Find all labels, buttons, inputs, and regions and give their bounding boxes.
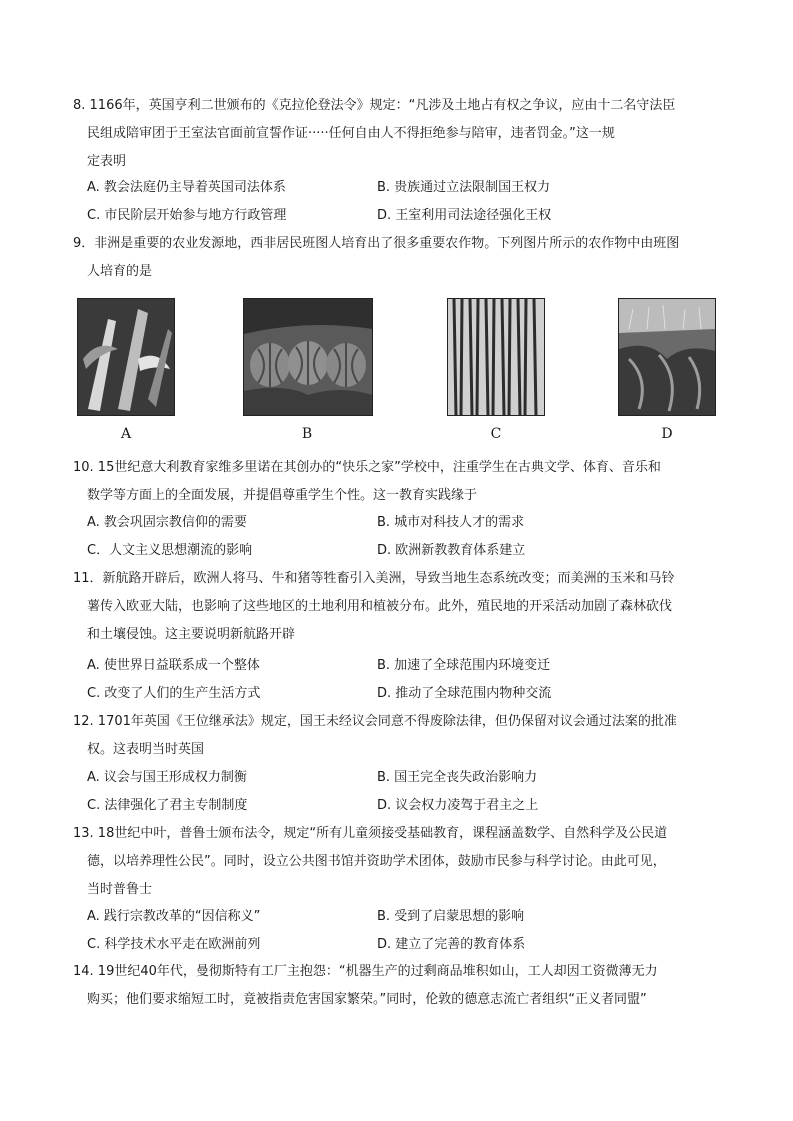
figure-d[interactable] [618,298,716,442]
question-9-line-2: 人培育的是 [87,264,153,279]
option-b[interactable]: B. 加速了全球范围内环境变迁 [377,658,551,673]
watermelon-image [243,298,373,416]
crop-images [75,298,725,448]
option-a[interactable]: A. 教会法庭仍主导着英国司法体系 [87,180,286,195]
grain-crop-image [618,298,716,416]
question-12-line-1: 12. 1701年英国《王位继承法》规定，国王未经议会同意不得废除法律，但仍保留对议会通过法案的批准 [73,714,677,729]
option-a[interactable]: A. 使世界日益联系成一个整体 [87,658,260,673]
question-10-line-1: 10. 15世纪意大利教育家维多里诺在其创办的“快乐之家”学校中，注重学生在古典文学、体育、音乐和 [73,460,661,475]
figure-b[interactable] [243,298,373,442]
question-8-options [87,174,727,230]
figure-a[interactable] [77,298,175,442]
question-11-line-3: 和土壤侵蚀。这主要说明新航路开辟 [87,627,296,642]
question-8 [73,92,723,176]
sugarcane-image [447,298,545,416]
question-12-line-2: 权。这表明当时英国 [87,742,205,757]
figure-b-label: B [301,426,313,442]
question-13-line-1: 13. 18世纪中叶，普鲁士颁布法令，规定“所有儿童须接受基础教育，课程涵盖数学、自然科学及公民道 [73,826,668,841]
option-c[interactable]: C. 市民阶层开始参与地方行政管理 [87,208,287,223]
question-14 [73,958,723,1014]
question-11-line-1: 11．新航路开辟后，欧洲人将马、牛和猪等牲畜引入美洲，导致当地生态系统改变；而美洲的玉米和马铃 [73,571,675,586]
option-b[interactable]: B. 受到了启蒙思想的影响 [377,909,525,924]
question-14-line-1: 14. 19世纪40年代，曼彻斯特有工厂主抱怨：“机器生产的过剩商品堆积如山，工人却因工资微薄无力 [73,964,658,979]
option-d[interactable]: D. 欧洲新教教育体系建立 [377,543,526,558]
question-9 [73,230,723,286]
question-10-line-2: 数学等方面上的全面发展，并提倡尊重学生个性。这一教育实践缘于 [87,488,478,503]
figure-c-label: C [490,426,502,442]
figure-d-label: D [661,426,673,442]
question-11 [73,565,723,649]
option-d[interactable]: D. 推动了全球范围内物种交流 [377,686,552,701]
question-13-line-2: 德，以培养理性公民”。同时，设立公共图书馆并资助学术团体，鼓励市民参与科学讨论。由此可见， [87,854,666,869]
option-b[interactable]: B. 城市对科技人才的需求 [377,515,525,530]
option-b[interactable]: B. 贵族通过立法限制国王权力 [377,180,551,195]
corn-image [77,298,175,416]
option-a[interactable]: A. 践行宗教改革的“因信称义” [87,909,261,924]
question-10-options [87,509,727,565]
question-14-line-2: 购买；他们要求缩短工时，竟被指责危害国家繁荣。”同时，伦敦的德意志流亡者组织“正义者同盟” [87,992,647,1007]
figure-a-label: A [120,426,132,442]
question-8-line-1: 8. 1166年，英国亨利二世颁布的《克拉伦登法令》规定：“凡涉及土地占有权之争议，应由十二名守法臣 [73,98,676,113]
option-a[interactable]: A. 议会与国王形成权力制衡 [87,770,247,785]
question-9-line-1: 9．非洲是重要的农业发源地，西非居民班图人培育出了很多重要农作物。下列图片所示的农作物中由班图 [73,236,680,251]
option-c[interactable]: C．人文主义思想潮流的影响 [87,543,253,558]
question-12 [73,708,723,764]
question-10 [73,454,723,510]
option-a[interactable]: A. 教会巩固宗教信仰的需要 [87,515,247,530]
option-c[interactable]: C. 科学技术水平走在欧洲前列 [87,937,261,952]
option-d[interactable]: D. 建立了完善的教育体系 [377,937,526,952]
question-12-options [87,764,727,820]
question-13-options [87,903,727,959]
option-c[interactable]: C. 法律强化了君主专制制度 [87,798,248,813]
question-13-line-3: 当时普鲁士 [87,882,153,897]
option-b[interactable]: B. 国王完全丧失政治影响力 [377,770,538,785]
option-d[interactable]: D. 王室利用司法途径强化王权 [377,208,552,223]
option-c[interactable]: C. 改变了人们的生产生活方式 [87,686,261,701]
question-13 [73,820,723,904]
option-d[interactable]: D. 议会权力凌驾于君主之上 [377,798,539,813]
question-8-line-3: 定表明 [87,154,127,169]
question-11-options [87,652,727,708]
figure-c[interactable] [447,298,545,442]
question-8-line-2: 民组成陪审团于王室法官面前宣誓作证·····任何自由人不得拒绝参与陪审，违者罚金。”这一规 [87,126,615,141]
question-11-line-2: 薯传入欧亚大陆，也影响了这些地区的土地利用和植被分布。此外，殖民地的开采活动加剧了森林砍伐 [87,599,673,614]
